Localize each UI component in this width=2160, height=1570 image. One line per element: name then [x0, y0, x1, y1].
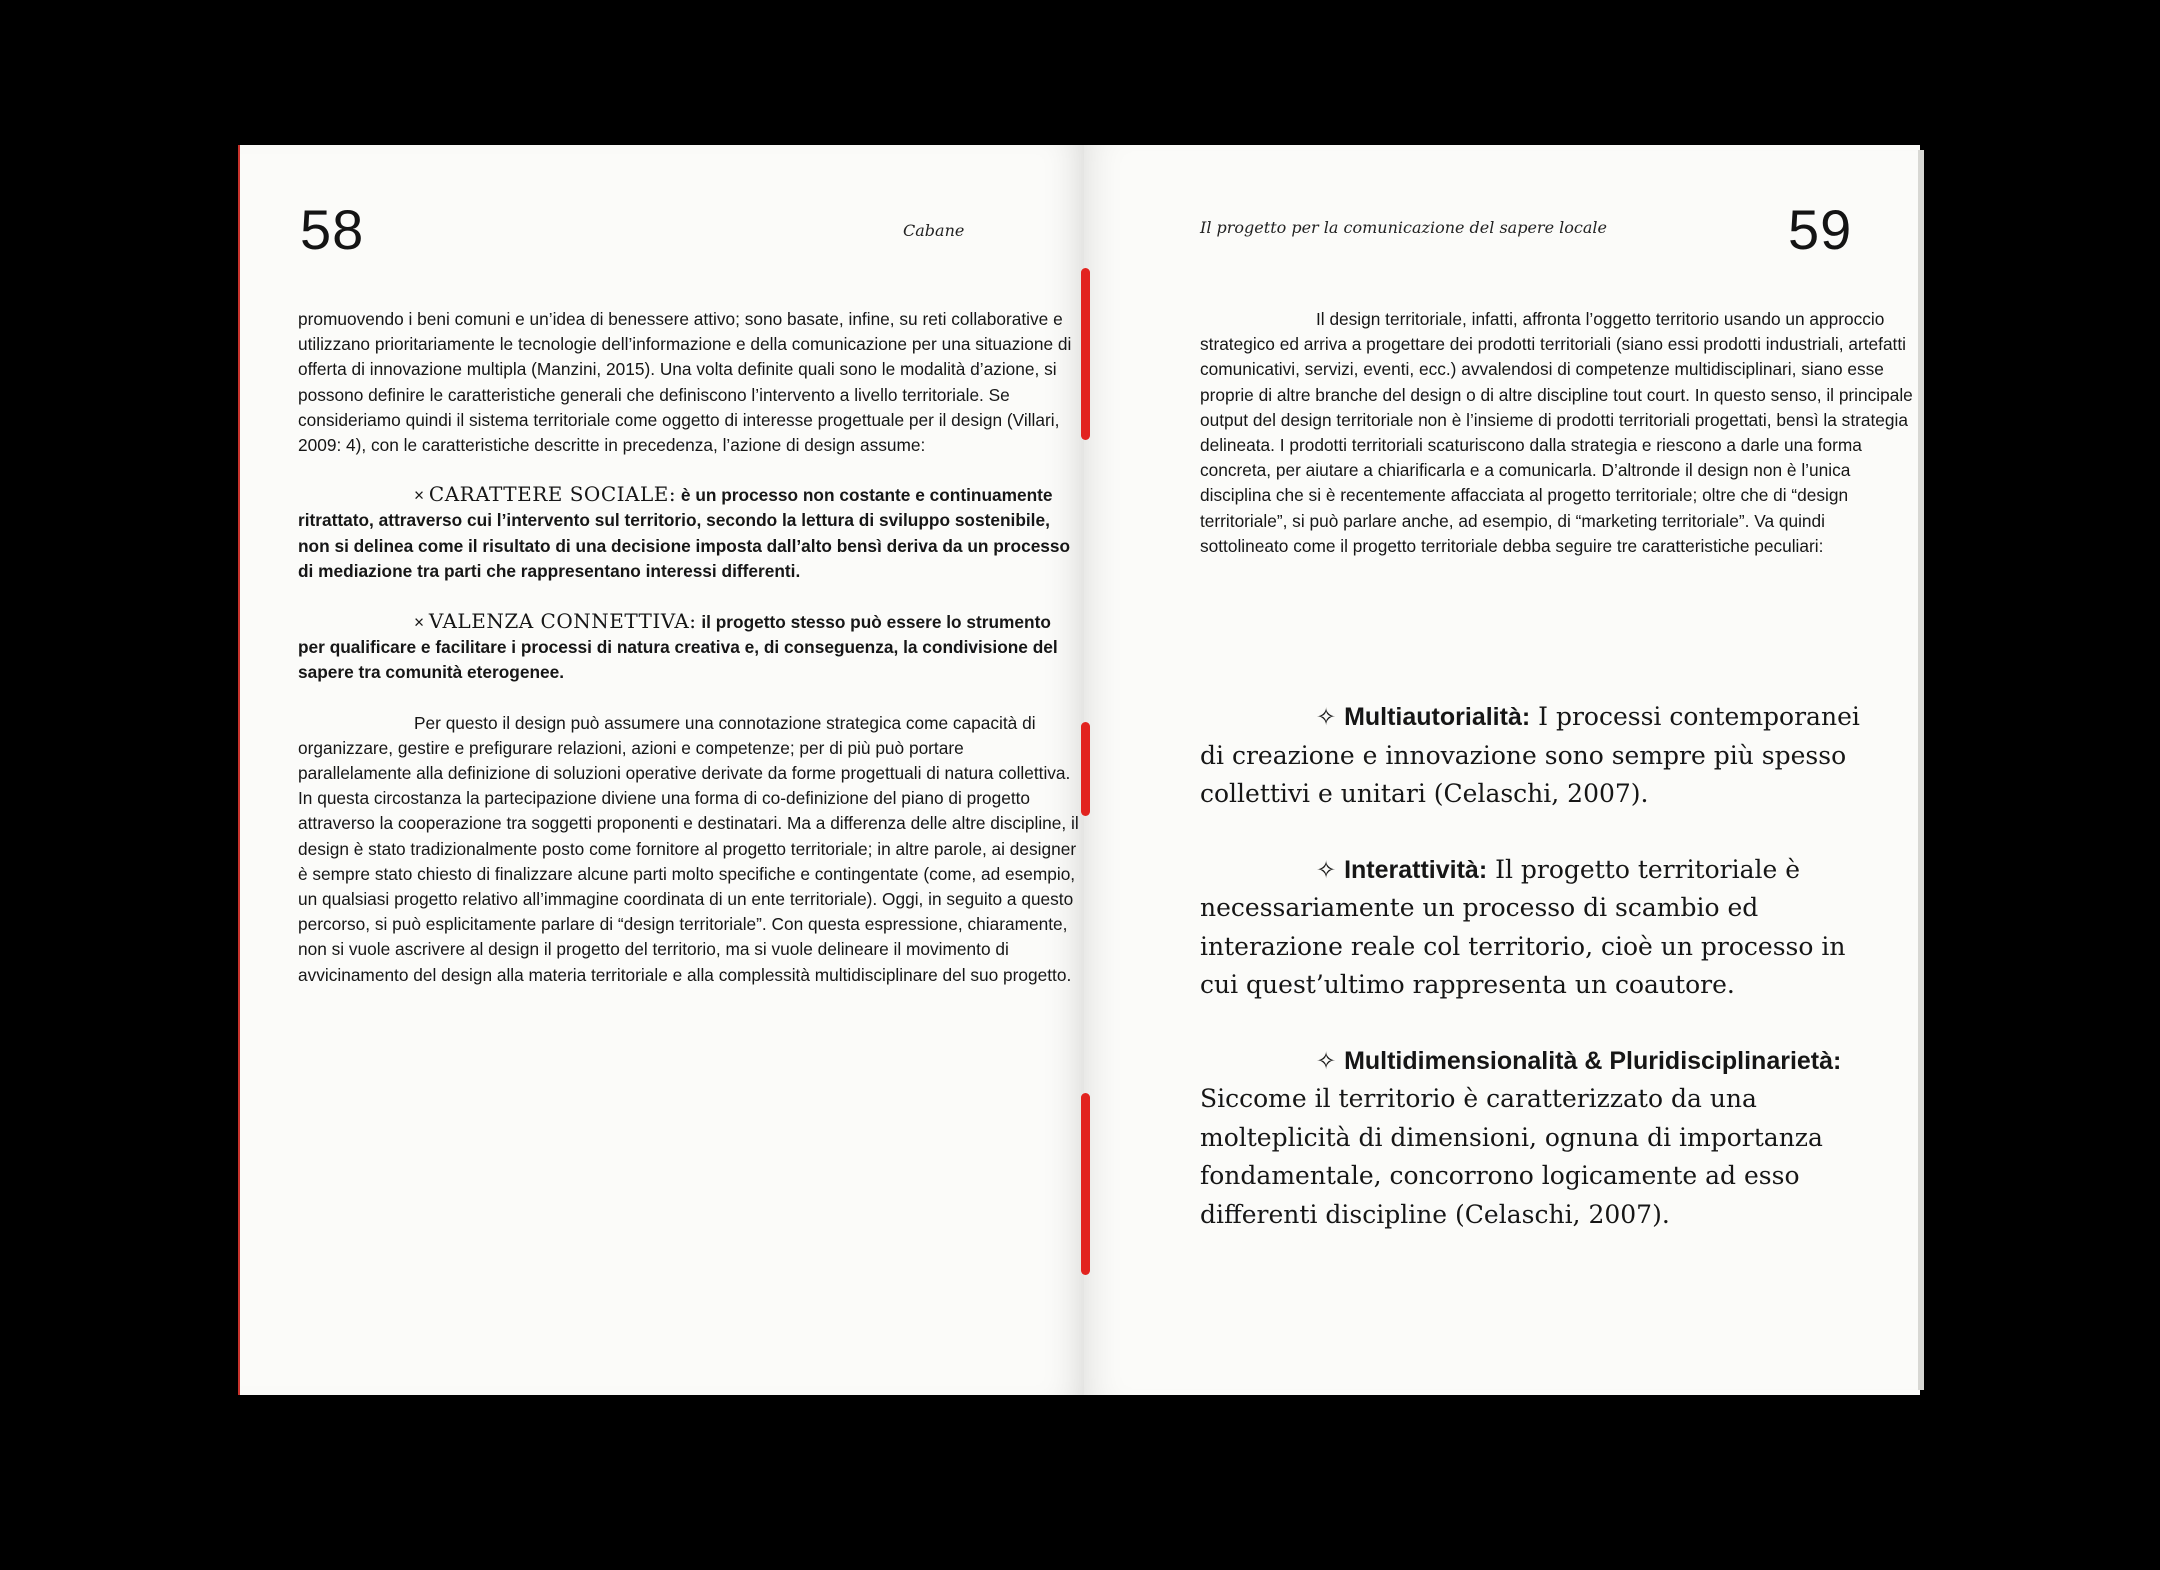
bullet-text: il progetto stesso può essere lo strumento per qualificare e facilitare i processi di natura creativa e, di conseguenza, la condivisione del sapere tra comunità eterogenee.: [298, 612, 1058, 683]
cross-icon: ×: [414, 485, 425, 506]
feature-multidimensionalita: [1200, 1042, 1876, 1235]
running-head-right: Il progetto per la comunicazione del sapere locale: [1200, 218, 1607, 237]
page-stack-edge: [1918, 150, 1924, 1390]
feature-text: I processi contemporanei di creazione e innovazione sono sempre più spesso collettivi e unitari (Celaschi, 2007).: [1200, 702, 1860, 808]
sparkle-icon: ✧: [1316, 703, 1337, 731]
right-text-column: [1200, 307, 1916, 559]
page-number-left: 58: [300, 198, 365, 261]
bullet-text: è un processo non costante e continuamente ritrattato, attraverso cui l’intervento sul territorio, secondo la lettura di sviluppo sostenibile, non si delinea come il risultato di una decisione imposta dall’alto bensì deriva da un processo di mediazione tra parti che rappresentano interessi differenti.: [298, 485, 1071, 581]
left-paragraph-2: Per questo il design può assumere una connotazione strategica come capacità di organizzare, gestire e prefigurare relazioni, azioni e competenze; per di più può portare parallelamente alla definizione di soluzioni operative derivate da forme progettuali di natura collettiva. In questa circostanza la partecipazione diviene una forma di co-definizione del piano di progetto attraverso la cooperazione tra soggetti proponenti e destinatari. Ma a differenza delle altre discipline, il design è stato tradizionalmente posto come fornitore al progetto territoriale; in altre parole, ai designer è sempre stato chiesto di finalizzare alcune parti molto specifiche e contingentate (come, ad esempio, un qualsiasi progetto relativo all’immagine coordinata di un ente territoriale). Oggi, in seguito a questo percorso, si può esplicitamente parlare di “design territoriale”. Con questa espressione, chiaramente, non si vuole ascrivere al design il progetto del territorio, ma si vuole delineare il movimento di avvicinamento del design alla materia territoriale e alla complessità multidisciplinare del suo progetto.: [298, 712, 1079, 985]
binding-thread-bottom: [1081, 1093, 1090, 1275]
left-paragraph-1: promuovendo i beni comuni e un’idea di benessere attivo; sono basate, infine, su reti collaborative e utilizzano prioritariamente le tecnologie dell’informazione e della comunicazione per una situazione di offerta di innovazione multipla (Manzini, 2015). Una volta definite quali sono le modalità d’azione, si possono definire le caratteristiche generali che definiscono l’intervento a livello territoriale. Se consideriamo quindi il sistema territoriale come oggetto di interesse progettuale per il design (Villari, 2009: 4), con le caratteristiche descritte in precedenza, l’azione di design assume:: [298, 309, 1072, 456]
right-page: [1084, 145, 1920, 1395]
right-paragraph-1: Il design territoriale, infatti, affronta l’oggetto territorio usando un approccio strategico ed arriva a progettare dei prodotti territoriali (siano essi prodotti industriali, artefatti comunicativi, servizi, eventi, ecc.) avvalendosi di competenze multidisciplinari, siano esse proprie di altre branche del design o di altre discipline tout court. In questo senso, il principale output del design territoriale non è l’insieme di prodotti territoriali progettati, bensì la strategia delineata. I prodotti territoriali scaturiscono dalla strategia e riescono a darle una forma concreta, per aiutare a chiarificarla e a comunicarla. D’altronde il design non è l’unica disciplina che si è recentemente affacciata al progetto territoriale; oltre che di “design territoriale”, si può parlare anche, ad esempio, di “marketing territoriale”. Va quindi sottolineato come il progetto territoriale debba seguire tre caratteristiche peculiari:: [1200, 309, 1913, 556]
bullet-valenza-connettiva: [298, 609, 1080, 686]
feature-text: Il progetto territoriale è necessariamente un processo di scambio ed interazione reale col territorio, cioè un processo in cui quest’ultimo rappresenta un coautore.: [1200, 854, 1846, 999]
page-number-right: 59: [1788, 198, 1853, 261]
feature-term: Multiautorialità:: [1344, 703, 1531, 731]
feature-interattivita: [1200, 851, 1876, 1005]
bullet-lead: CARATTERE SOCIALE:: [428, 482, 677, 507]
left-page: [240, 145, 1084, 1395]
feature-term: Interattività:: [1344, 855, 1488, 884]
bullet-lead: VALENZA CONNETTIVA:: [428, 609, 697, 634]
cross-icon: ×: [414, 612, 425, 633]
binding-thread-top: [1081, 268, 1090, 440]
bullet-carattere-sociale: [298, 482, 1080, 584]
features-list: [1200, 698, 1876, 1234]
sparkle-icon: ✧: [1316, 855, 1337, 884]
running-head-left: Cabane: [903, 221, 965, 240]
feature-term: Multidimensionalità & Pluridisciplinarietà:: [1344, 1046, 1842, 1075]
feature-multiautorialita: [1200, 698, 1876, 814]
binding-thread-middle: [1081, 722, 1090, 816]
left-text-column: [298, 307, 1080, 988]
feature-text: Siccome il territorio è caratterizzato da una molteplicità di dimensioni, ognuna di importanza fondamentale, concorrono logicamente ad esso differenti discipline (Celaschi, 2007).: [1200, 1084, 1823, 1229]
sparkle-icon: ✧: [1316, 1046, 1337, 1075]
